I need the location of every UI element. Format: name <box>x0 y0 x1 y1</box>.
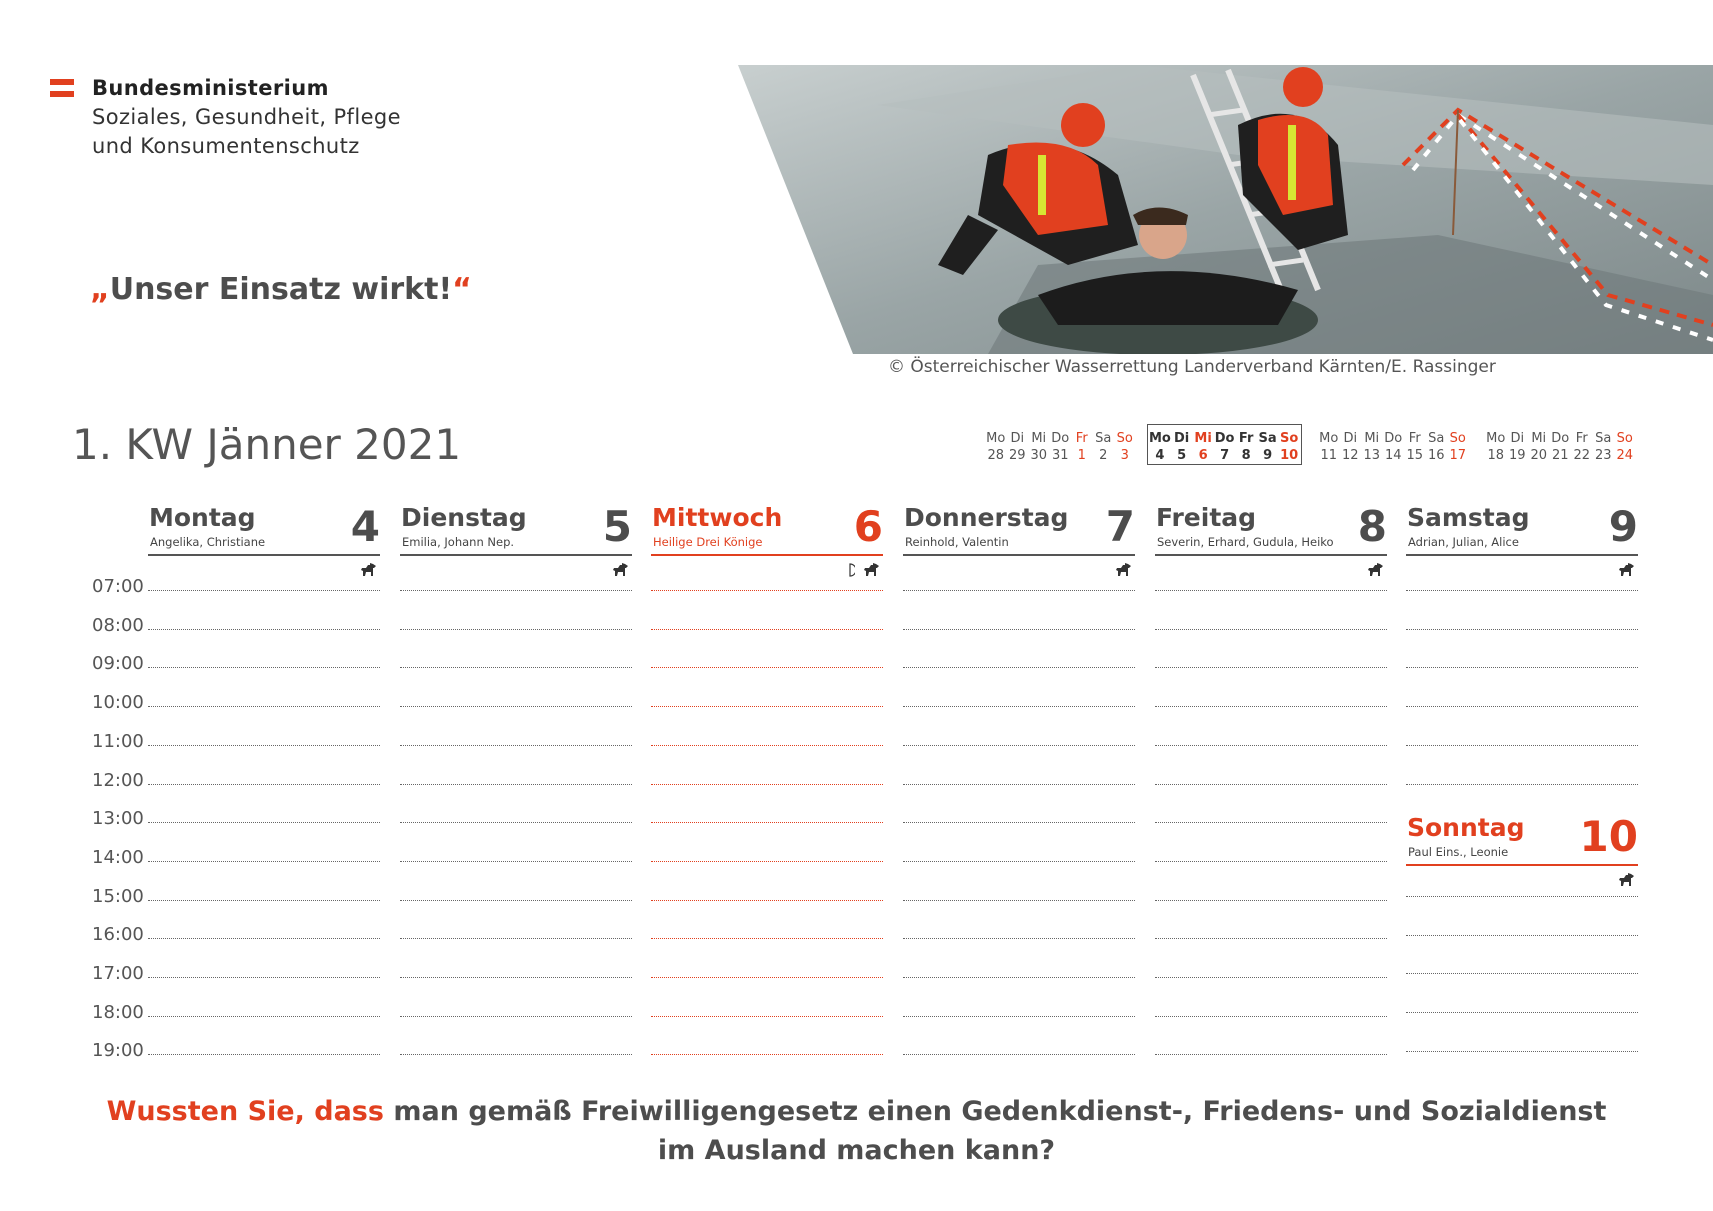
hour-label: 11:00 <box>92 730 144 752</box>
mini-calendar-weekday-label: So <box>1616 431 1633 446</box>
time-slot-line[interactable] <box>400 938 632 939</box>
mini-calendar-weekday-label: Do <box>1551 431 1570 446</box>
austria-flag-icon <box>50 79 76 103</box>
day-name: Freitag <box>1156 503 1257 532</box>
time-slot-line[interactable] <box>148 938 380 939</box>
day-name: Samstag <box>1407 503 1530 532</box>
hour-label: 14:00 <box>92 846 144 868</box>
slogan-open-quote: „ <box>90 272 110 307</box>
hour-label: 19:00 <box>92 1040 144 1062</box>
mini-calendar-next-week <box>1318 430 1469 464</box>
mini-calendar-day: 7 <box>1220 448 1230 463</box>
mini-calendar-weekday-label: Mo <box>1486 431 1506 446</box>
hour-label: 16:00 <box>92 924 144 946</box>
time-slot-line[interactable] <box>1155 977 1387 978</box>
mini-calendar-day: 2 <box>1099 448 1108 463</box>
mini-calendar-weekday-label: So <box>1116 431 1133 446</box>
time-slot-line[interactable] <box>1155 784 1387 785</box>
mini-calendar-day: 18 <box>1487 448 1505 463</box>
time-slot-line[interactable] <box>1406 1012 1638 1013</box>
time-slot-line[interactable] <box>400 900 632 901</box>
time-slot-line[interactable] <box>903 706 1135 707</box>
time-slot-line[interactable] <box>400 784 632 785</box>
mini-calendar-day: 6 <box>1198 448 1208 463</box>
name-day-names: Angelika, Christiane <box>150 535 266 549</box>
day-number: 4 <box>350 502 380 551</box>
dog-icon <box>1115 562 1133 578</box>
hour-label: 13:00 <box>92 808 144 830</box>
mini-calendar-weekday-label: Mi <box>1031 431 1047 446</box>
day-number: 5 <box>602 502 632 551</box>
hour-label: 15:00 <box>92 885 144 907</box>
day-icons <box>846 560 881 578</box>
mini-calendar-day: 8 <box>1241 448 1251 463</box>
time-slot-line[interactable] <box>400 745 632 746</box>
name-day-names: Paul Eins., Leonie <box>1408 845 1509 859</box>
day-icons <box>360 560 378 578</box>
mini-calendar-day: 14 <box>1384 448 1402 463</box>
hour-label: 18:00 <box>92 1001 144 1023</box>
name-day-names: Severin, Erhard, Gudula, Heiko <box>1157 535 1334 549</box>
time-slot-line[interactable] <box>651 745 883 746</box>
time-slot-line[interactable] <box>651 784 883 785</box>
mini-calendar-day: 3 <box>1120 448 1129 463</box>
time-slot-line[interactable] <box>400 706 632 707</box>
time-slot-line[interactable] <box>903 784 1135 785</box>
mini-calendar-weekday-label: Mi <box>1364 431 1380 446</box>
mini-calendar-weekday-label: Do <box>1214 431 1235 446</box>
day-header <box>400 500 632 556</box>
time-slot-line[interactable] <box>400 822 632 823</box>
mini-calendar-weekday-label: Fr <box>1075 431 1088 446</box>
hour-label: 17:00 <box>92 963 144 984</box>
time-slot-line[interactable] <box>903 1016 1135 1017</box>
day-number: 10 <box>1579 812 1638 861</box>
mini-calendar-weekday-label: So <box>1279 431 1299 446</box>
mini-calendar-weekday-label: Di <box>1174 431 1190 446</box>
time-slot-line[interactable] <box>1155 861 1387 862</box>
mini-calendar-day: 16 <box>1427 448 1445 463</box>
day-name: Sonntag <box>1407 813 1525 842</box>
mini-calendar-weekday-label: Sa <box>1095 431 1112 446</box>
water-rescue-photo <box>738 65 1713 354</box>
name-day-names: Adrian, Julian, Alice <box>1408 535 1519 549</box>
ministry-line-1: Bundesministerium <box>92 76 329 100</box>
time-slot-line[interactable] <box>400 861 632 862</box>
mini-calendar-day: 4 <box>1155 448 1165 463</box>
time-slot-line[interactable] <box>903 667 1135 668</box>
time-slot-line[interactable] <box>1406 629 1638 630</box>
mini-calendar-day: 24 <box>1616 448 1634 463</box>
mini-calendar-day: 23 <box>1594 448 1612 463</box>
dog-icon <box>1618 562 1636 578</box>
mini-calendar-weekday-label: So <box>1449 431 1466 446</box>
time-slot-line[interactable] <box>1406 784 1638 785</box>
mini-calendar-day: 28 <box>987 448 1005 463</box>
time-slot-line[interactable] <box>1155 1054 1387 1055</box>
dog-icon <box>612 562 630 578</box>
time-slot-line[interactable] <box>1155 822 1387 823</box>
mini-calendar-day: 30 <box>1030 448 1048 463</box>
day-name: Dienstag <box>401 503 527 532</box>
day-column-mittwoch[interactable] <box>651 500 883 1062</box>
photo-caption: © Österreichischer Wasserrettung Landerverband Kärnten/E. Rassinger <box>888 357 1496 377</box>
mini-calendar-day: 31 <box>1051 448 1069 463</box>
time-slot-line[interactable] <box>1155 706 1387 707</box>
dog-icon <box>863 562 881 578</box>
mini-calendar-weekday-label: Do <box>1384 431 1403 446</box>
time-slot-line[interactable] <box>903 590 1135 591</box>
mini-calendar-weekday-label: Do <box>1051 431 1070 446</box>
did-you-know-text <box>0 1092 1713 1170</box>
time-slot-line[interactable] <box>148 1016 380 1017</box>
time-slot-line[interactable] <box>651 977 883 978</box>
day-column-freitag[interactable] <box>1155 500 1387 1062</box>
day-name: Montag <box>149 503 256 532</box>
day-column-donnerstag[interactable] <box>903 500 1135 1062</box>
day-column-montag[interactable] <box>148 500 380 1062</box>
time-slot-line[interactable] <box>1406 706 1638 707</box>
mini-calendar-weekday-label: Mo <box>1149 431 1171 446</box>
time-slot-line[interactable] <box>1155 900 1387 901</box>
time-slot-line[interactable] <box>1406 590 1638 591</box>
time-slot-line[interactable] <box>651 667 883 668</box>
mini-calendar-day: 13 <box>1363 448 1381 463</box>
time-slot-line[interactable] <box>148 706 380 707</box>
time-slot-line[interactable] <box>1155 938 1387 939</box>
mini-calendar-weekday-label: Fr <box>1238 431 1254 446</box>
time-slot-line[interactable] <box>1155 590 1387 591</box>
time-slot-line[interactable] <box>148 745 380 746</box>
name-day-names: Reinhold, Valentin <box>905 535 1009 549</box>
time-slot-line[interactable] <box>400 590 632 591</box>
mini-calendar-day: 5 <box>1177 448 1187 463</box>
day-number: 8 <box>1357 502 1387 551</box>
day-icons <box>1115 560 1133 578</box>
time-slot-line[interactable] <box>148 784 380 785</box>
time-slot-line[interactable] <box>1406 667 1638 668</box>
day-name: Mittwoch <box>652 503 783 532</box>
mini-calendar-weekday-label: Mi <box>1531 431 1547 446</box>
mini-calendar-weekday-label: Fr <box>1575 431 1588 446</box>
ministry-logo-text <box>92 74 401 161</box>
name-day-names: Emilia, Johann Nep. <box>402 535 515 549</box>
day-header <box>1406 500 1638 556</box>
hour-label: 08:00 <box>92 614 144 636</box>
did-you-know-line-2: im Ausland machen kann? <box>657 1135 1056 1166</box>
time-slot-line[interactable] <box>651 1016 883 1017</box>
mini-calendar-weekday-label: Mo <box>986 431 1006 446</box>
mini-calendar-day: 19 <box>1508 448 1526 463</box>
mini-calendar-day: 10 <box>1280 448 1299 463</box>
time-slot-line[interactable] <box>651 938 883 939</box>
time-slot-line[interactable] <box>903 745 1135 746</box>
time-slot-line[interactable] <box>651 706 883 707</box>
time-slot-line[interactable] <box>1406 1051 1638 1052</box>
day-icons <box>612 560 630 578</box>
did-you-know-line-1: man gemäß Freiwilligengesetz einen Gedenkdienst-, Friedens- und Sozialdienst <box>383 1096 1607 1127</box>
hour-label: 07:00 <box>92 576 144 597</box>
time-slot-line[interactable] <box>400 1054 632 1055</box>
page-title: 1. KW Jänner 2021 <box>72 420 462 469</box>
mini-calendar-current-week <box>1147 424 1302 465</box>
mini-calendar-weekday-label: Di <box>1010 431 1025 446</box>
slogan-close-quote: “ <box>452 272 472 307</box>
time-slot-line[interactable] <box>400 1016 632 1017</box>
time-slot-line[interactable] <box>903 861 1135 862</box>
day-header <box>1406 810 1638 866</box>
day-number: 6 <box>853 502 883 551</box>
time-slot-line[interactable] <box>1155 1016 1387 1017</box>
time-slot-line[interactable] <box>651 629 883 630</box>
day-header <box>651 500 883 556</box>
time-slot-line[interactable] <box>651 822 883 823</box>
hour-label: 10:00 <box>92 692 144 714</box>
slogan-text: Unser Einsatz wirkt! <box>109 272 453 307</box>
time-slot-line[interactable] <box>651 861 883 862</box>
time-slot-line[interactable] <box>148 977 380 978</box>
time-slot-line[interactable] <box>148 629 380 630</box>
mini-calendar-day: 20 <box>1530 448 1548 463</box>
time-slot-line[interactable] <box>400 629 632 630</box>
mini-calendar-day: 15 <box>1406 448 1424 463</box>
time-slot-line[interactable] <box>148 861 380 862</box>
time-slot-line[interactable] <box>148 822 380 823</box>
name-day-names: Heilige Drei Könige <box>653 535 763 549</box>
mini-calendar-day: 22 <box>1573 448 1591 463</box>
time-slot-line[interactable] <box>903 629 1135 630</box>
mini-calendar-week-after <box>1485 430 1636 464</box>
mini-calendar-weekday-label: Sa <box>1595 431 1612 446</box>
mini-calendar-day: 12 <box>1341 448 1359 463</box>
mini-calendar-weekday-label: Mo <box>1319 431 1339 446</box>
time-slot-line[interactable] <box>903 977 1135 978</box>
day-column-sunday[interactable] <box>1406 810 1638 1062</box>
time-slot-line[interactable] <box>1406 973 1638 974</box>
day-column-dienstag[interactable] <box>400 500 632 1062</box>
hour-label: 09:00 <box>92 653 144 675</box>
mini-calendar-weekday-label: Di <box>1510 431 1525 446</box>
time-slot-line[interactable] <box>148 900 380 901</box>
slogan <box>90 272 472 307</box>
time-slot-line[interactable] <box>1155 745 1387 746</box>
mini-calendar-weekday-label: Di <box>1343 431 1358 446</box>
hour-label: 12:00 <box>92 769 144 791</box>
time-slot-line[interactable] <box>148 667 380 668</box>
time-slot-line[interactable] <box>651 590 883 591</box>
mini-calendar-prev-week <box>985 430 1136 464</box>
ministry-line-3: und Konsumentenschutz <box>92 134 360 158</box>
day-header <box>148 500 380 556</box>
day-icons <box>1618 560 1636 578</box>
day-header <box>903 500 1135 556</box>
mini-calendar-weekday-label: Sa <box>1428 431 1445 446</box>
time-slot-line[interactable] <box>400 977 632 978</box>
time-slot-line[interactable] <box>903 1054 1135 1055</box>
did-you-know-highlight: Wussten Sie, dass <box>106 1096 384 1127</box>
mini-calendar-day: 11 <box>1320 448 1338 463</box>
mini-calendar-weekday-label: Sa <box>1258 431 1277 446</box>
time-slot-line[interactable] <box>1155 667 1387 668</box>
day-number: 9 <box>1608 502 1638 551</box>
day-name: Donnerstag <box>904 503 1069 532</box>
time-slot-line[interactable] <box>400 667 632 668</box>
mini-calendar-weekday-label: Fr <box>1408 431 1421 446</box>
time-slot-line[interactable] <box>1406 896 1638 897</box>
time-slot-line[interactable] <box>148 590 380 591</box>
moon-phase-icon <box>846 563 855 577</box>
dog-icon <box>1367 562 1385 578</box>
dog-icon <box>360 562 378 578</box>
dog-icon <box>1618 872 1636 888</box>
mini-calendar-day: 1 <box>1077 448 1086 463</box>
time-slot-line[interactable] <box>903 938 1135 939</box>
time-slot-line[interactable] <box>1155 629 1387 630</box>
ministry-line-2: Soziales, Gesundheit, Pflege <box>92 105 401 129</box>
day-header <box>1155 500 1387 556</box>
mini-calendar-day: 21 <box>1551 448 1569 463</box>
mini-calendar-day: 29 <box>1008 448 1026 463</box>
time-slot-line[interactable] <box>148 1054 380 1055</box>
time-slot-line[interactable] <box>903 822 1135 823</box>
time-slot-line[interactable] <box>1406 745 1638 746</box>
day-icons <box>1367 560 1385 578</box>
time-slot-line[interactable] <box>651 900 883 901</box>
mini-calendar-day: 17 <box>1449 448 1467 463</box>
day-number: 7 <box>1105 502 1135 551</box>
time-slot-line[interactable] <box>1406 935 1638 936</box>
mini-calendar-day: 9 <box>1263 448 1273 463</box>
mini-calendar-weekday-label: Mi <box>1194 431 1212 446</box>
day-icons <box>1618 870 1636 888</box>
time-slot-line[interactable] <box>651 1054 883 1055</box>
time-slot-line[interactable] <box>903 900 1135 901</box>
